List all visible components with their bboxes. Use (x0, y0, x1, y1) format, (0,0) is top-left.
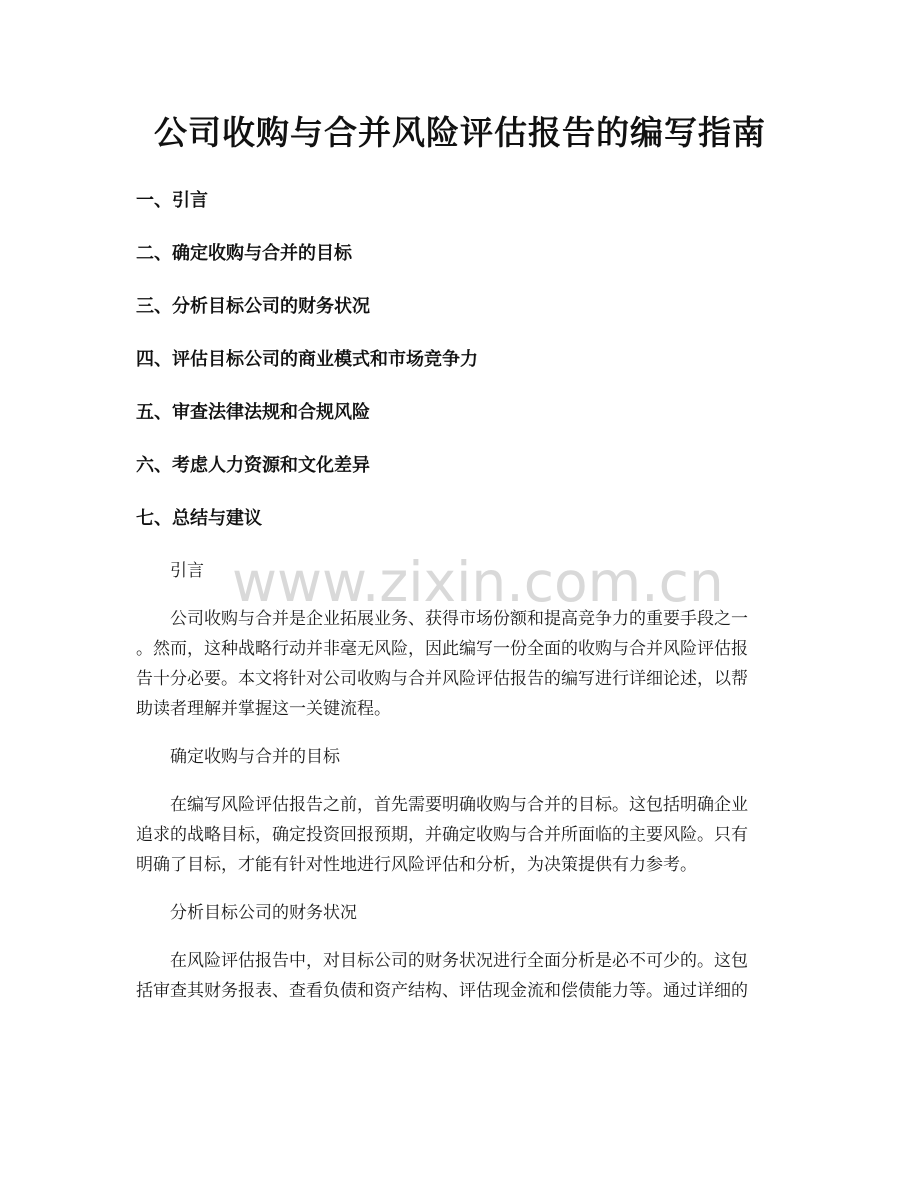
section-paragraph-financial (136, 946, 786, 1006)
section-paragraph-intro (136, 604, 786, 724)
toc-item-business-model: 四、评估目标公司的商业模式和市场竞争力 (136, 349, 478, 370)
toc-item-goals: 二、确定收购与合并的目标 (136, 243, 352, 264)
table-of-contents (136, 186, 836, 557)
paragraph-line: 追求的战略目标，确定投资回报预期，并确定收购与合并所面临的主要风险。只有 (136, 825, 748, 845)
toc-item-summary: 七、总结与建议 (136, 508, 262, 529)
toc-item-legal: 五、审查法律法规和合规风险 (136, 402, 370, 423)
paragraph-line: 告十分必要。本文将针对公司收购与合并风险评估报告的编写进行详细论述，以帮 (136, 669, 748, 689)
toc-item-hr-culture: 六、考虑人力资源和文化差异 (136, 455, 370, 476)
paragraph-line: 在编写风险评估报告之前，首先需要明确收购与合并的目标。这包括明确企业 (170, 795, 748, 815)
paragraph-line: 明确了目标，才能有针对性地进行风险评估和分析，为决策提供有力参考。 (136, 855, 697, 875)
toc-item-financial: 三、分析目标公司的财务状况 (136, 296, 370, 317)
section-heading-financial: 分析目标公司的财务状况 (170, 903, 357, 923)
section-heading-goals: 确定收购与合并的目标 (170, 747, 340, 767)
section-heading-intro: 引言 (170, 561, 204, 581)
toc-item-intro: 一、引言 (136, 190, 208, 211)
document-body (136, 556, 786, 1024)
paragraph-line: 括审查其财务报表、查看负债和资产结构、评估现金流和偿债能力等。通过详细的 (136, 981, 748, 1001)
document-title: 公司收购与合并风险评估报告的编写指南 (154, 113, 766, 152)
section-paragraph-goals (136, 790, 786, 880)
watermark: www.zixin.com.cn (232, 550, 724, 614)
paragraph-line: 助读者理解并掌握这一关键流程。 (136, 699, 391, 719)
paragraph-line: 。然而，这种战略行动并非毫无风险，因此编写一份全面的收购与合并风险评估报 (136, 639, 748, 659)
paragraph-line: 在风险评估报告中，对目标公司的财务状况进行全面分析是必不可少的。这包 (170, 951, 748, 971)
paragraph-line: 公司收购与合并是企业拓展业务、获得市场份额和提高竞争力的重要手段之一 (170, 609, 748, 629)
